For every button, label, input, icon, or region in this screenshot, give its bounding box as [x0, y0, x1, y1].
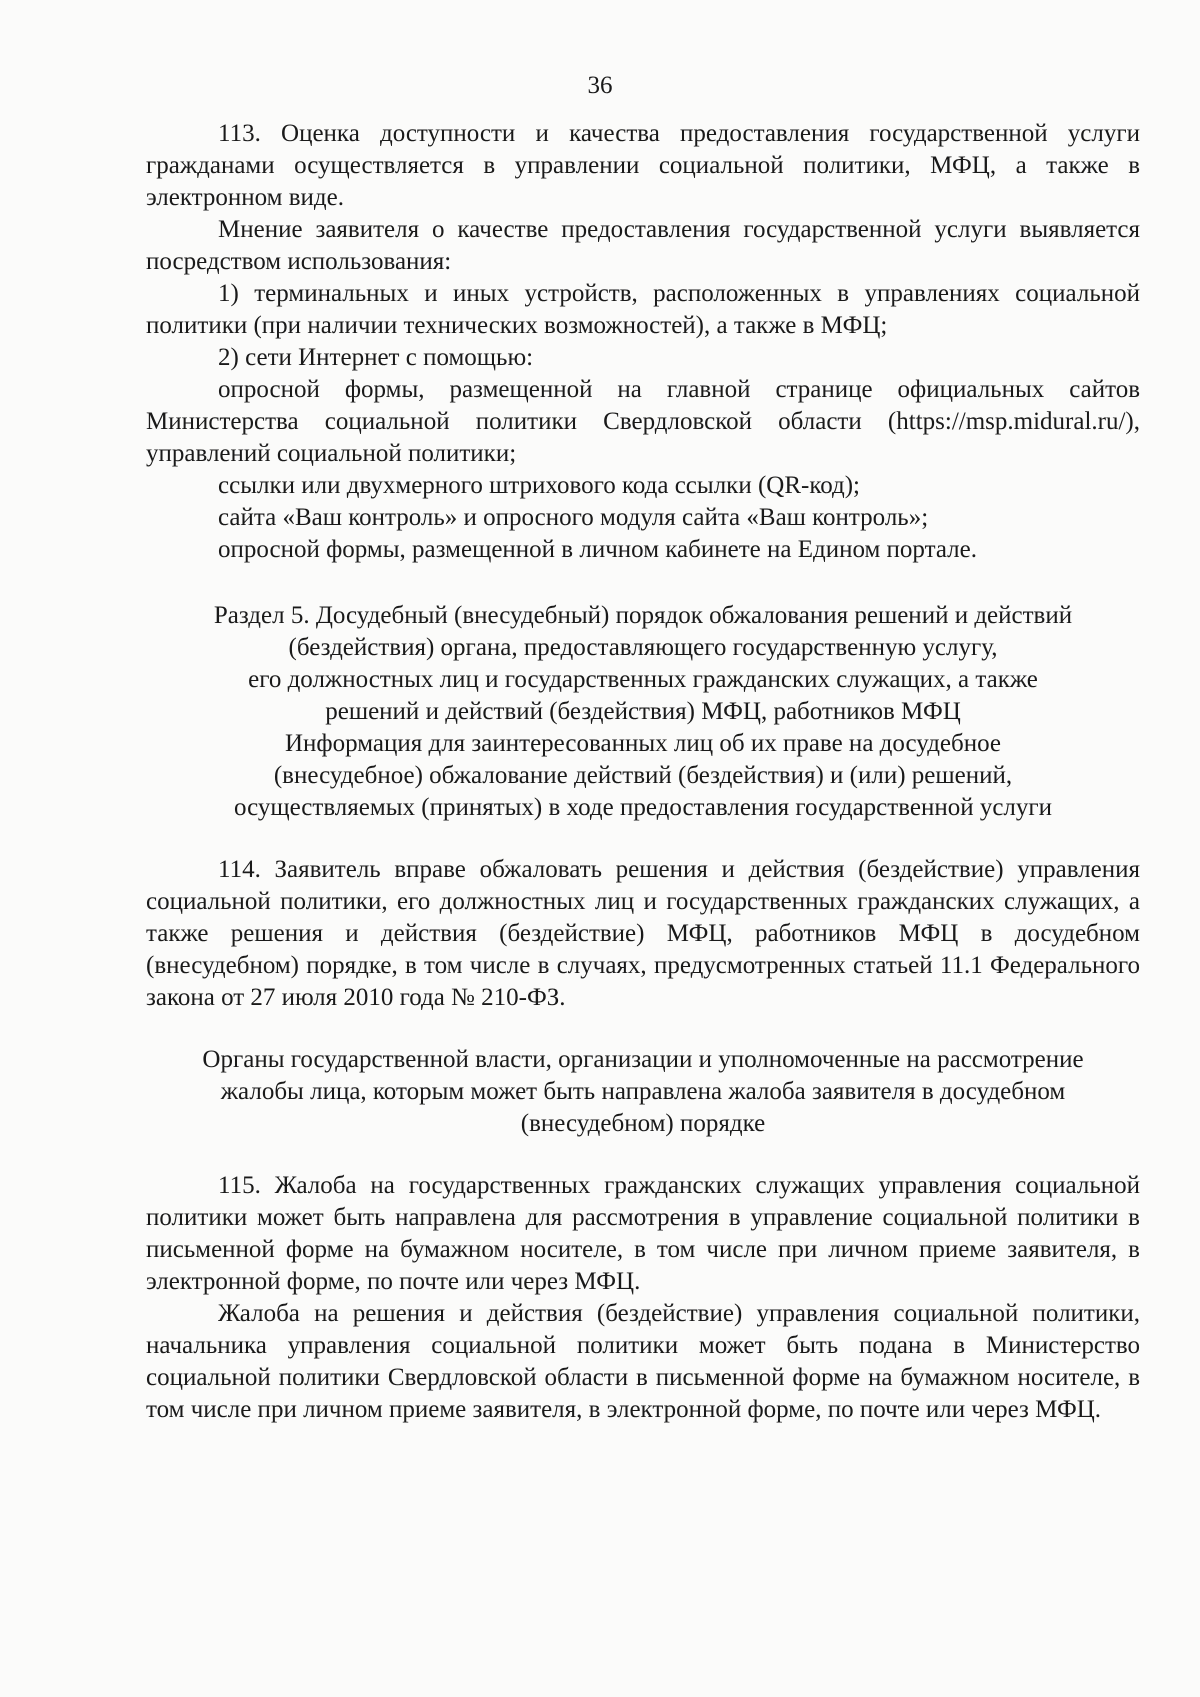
- list-item-internet: 2) сети Интернет с помощью:: [218, 344, 534, 371]
- list-item-survey-form: опросной формы, размещенной на главной странице официальных сайтов Министерства социальной политики Свердловской области (https://msp.midural.ru/), управлений социальной политики;: [146, 376, 1140, 467]
- heading-line: жалобы лица, которым может быть направлена жалоба заявителя в досудебном: [220, 1078, 1066, 1105]
- page-number: 36: [587, 72, 613, 99]
- heading-line: Раздел 5. Досудебный (внесудебный) порядок обжалования решений и действий: [213, 602, 1073, 629]
- heading-line: осуществляемых (принятых) в ходе предоставления государственной услуги: [233, 794, 1053, 821]
- section-5-heading: [146, 600, 1140, 824]
- authorities-heading: [146, 1044, 1140, 1140]
- paragraph-complaint-ministry: Жалоба на решения и действия (бездействие) управления социальной политики, начальника управления социальной политики может быть подана в Министерство социальной политики Свердловской области в письменной форме на бумажном носителе, в том числе при личном приеме заявителя, в электронной форме, по почте или через МФЦ.: [146, 1300, 1140, 1423]
- list-item-your-control: сайта «Ваш контроль» и опросного модуля сайта «Ваш контроль»;: [218, 504, 929, 531]
- heading-line: (внесудебное) обжалование действий (бездействия) и (или) решений,: [273, 762, 1013, 789]
- heading-line: (бездействия) органа, предоставляющего государственную услугу,: [288, 634, 998, 661]
- list-item-qr-code: ссылки или двухмерного штрихового кода ссылки (QR-код);: [218, 472, 860, 499]
- paragraph-113: 113. Оценка доступности и качества предоставления государственной услуги гражданами осуществляется в управлении социальной политики, МФЦ, а также в электронном виде.: [146, 120, 1140, 211]
- heading-line: его должностных лиц и государственных гражданских служащих, а также: [248, 666, 1038, 693]
- heading-line: Органы государственной власти, организации и уполномоченные на рассмотрение: [202, 1046, 1084, 1073]
- list-item-personal-cabinet: опросной формы, размещенной в личном кабинете на Едином портале.: [218, 536, 977, 563]
- heading-line: Информация для заинтересованных лиц об их праве на досудебное: [284, 730, 1002, 757]
- paragraph-opinion: Мнение заявителя о качестве предоставления государственной услуги выявляется посредством использования:: [146, 216, 1140, 275]
- heading-line: (внесудебном) порядке: [520, 1110, 766, 1137]
- heading-line: решений и действий (бездействия) МФЦ, работников МФЦ: [325, 698, 961, 725]
- paragraph-114: 114. Заявитель вправе обжаловать решения и действия (бездействие) управления социальной политики, его должностных лиц и государственных гражданских служащих, а также решения и действия (бездействие) МФЦ, работников МФЦ в досудебном (внесудебном) порядке, в том числе в случаях, предусмотренных статьей 11.1 Федерального закона от 27 июля 2010 года № 210-ФЗ.: [146, 856, 1140, 1011]
- paragraph-115: 115. Жалоба на государственных гражданских служащих управления социальной политики может быть направлена для рассмотрения в управление социальной политики в письменной форме на бумажном носителе, в том числе при личном приеме заявителя, в электронной форме, по почте или через МФЦ.: [146, 1172, 1140, 1295]
- document-body: [146, 118, 1140, 1426]
- list-item-terminals: 1) терминальных и иных устройств, расположенных в управлениях социальной политики (при наличии технических возможностей), а также в МФЦ;: [146, 280, 1140, 339]
